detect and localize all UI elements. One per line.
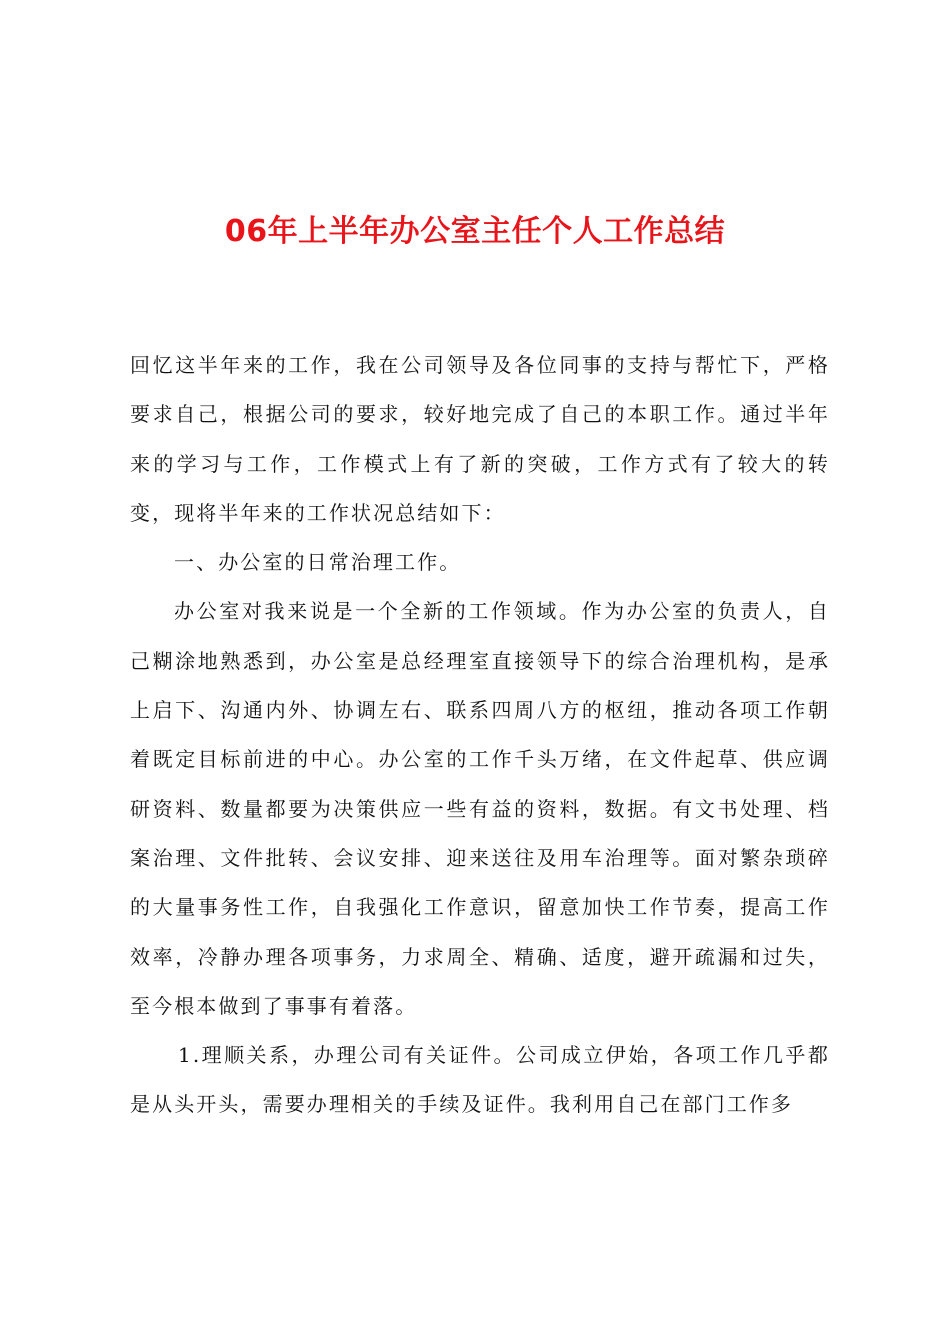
document-body [130, 341, 830, 1130]
paragraph-intro: 回忆这半年来的工作，我在公司领导及各位同事的支持与帮忙下，严格要求自己，根据公司的要求，较好地完成了自己的本职工作。通过半年来的学习与工作，工作模式上有了新的突破，工作方式有了较大的转变，现将半年来的工作状况总结如下： [130, 353, 830, 525]
paragraph-office-work: 办公室对我来说是一个全新的工作领域。作为办公室的负责人，自己糊涂地熟悉到，办公室是总经理室直接领导下的综合治理机构，是承上启下、沟通内外、协调左右、联系四周八方的枢纽，推动各项工作朝着既定目标前进的中心。办公室的工作千头万绪，在文件起草、供应调研资料、数量都要为决策供应一些有益的资料，数据。有文书处理、档案治理、文件批转、会议安排、迎来送往及用车治理等。面对繁杂琐碎的大量事务性工作，自我强化工作意识，留意加快工作节奏，提高工作效率，冷静办理各项事务，力求周全、精确、适度，避开疏漏和过失，至今根本做到了事事有着落。 [130, 599, 830, 1018]
paragraph-section-heading: 一、办公室的日常治理工作。 [174, 550, 462, 575]
document-title: 06年上半年办公室主任个人工作总结 [224, 214, 726, 249]
paragraph-item-1: 1.理顺关系，办理公司有关证件。公司成立伊始，各项工作几乎都是从头开头，需要办理相关的手续及证件。我利用自己在部门工作多 [130, 1043, 830, 1117]
